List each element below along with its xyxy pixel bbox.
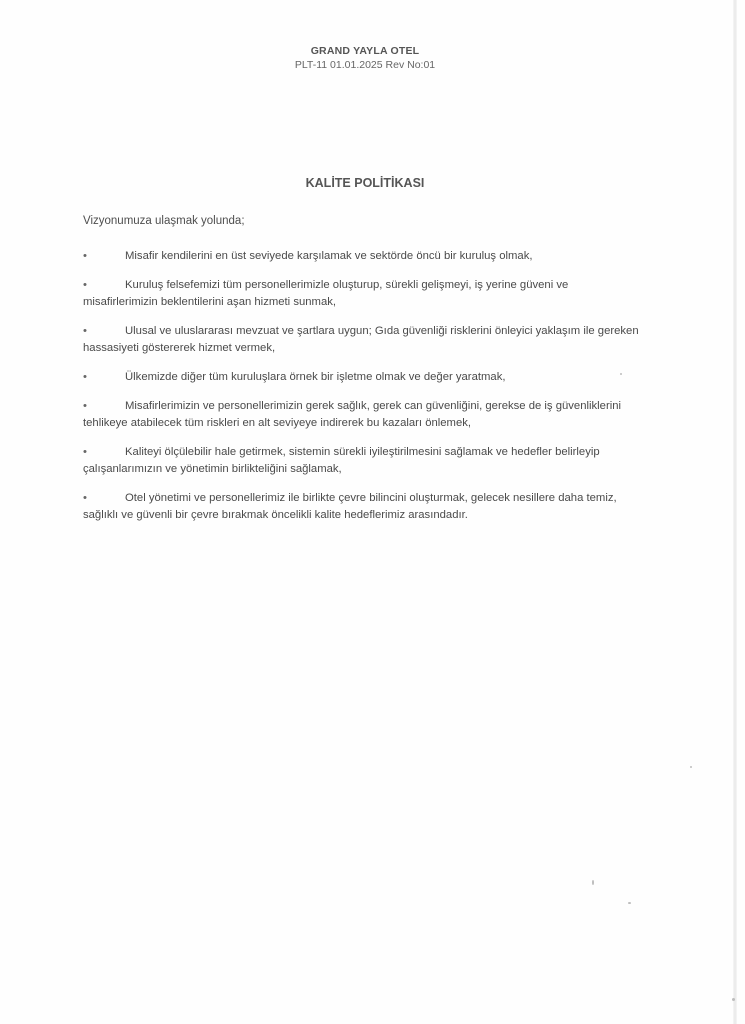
policy-item — [83, 490, 643, 524]
bullet-icon: • — [83, 279, 87, 291]
bullet-icon: • — [83, 446, 87, 458]
scan-speck — [732, 998, 735, 1001]
policy-item-text: Ülkemizde diğer tüm kuruluşlara örnek bir işletme olmak ve değer yaratmak, — [125, 371, 506, 383]
document-title: KALİTE POLİTİKASI — [305, 176, 425, 190]
bullet-icon: • — [83, 400, 87, 412]
intro-text: Vizyonumuza ulaşmak yolunda; — [83, 215, 245, 227]
bullet-icon: • — [83, 371, 87, 383]
scan-edge-shadow — [733, 0, 737, 1024]
policy-item-text: Kuruluş felsefemizi tüm personellerimizle oluşturup, sürekli gelişmeyi, iş yerine güveni ve misafirlerimizin beklentilerini aşan hizmeti sunmak, — [83, 279, 569, 308]
policy-list — [83, 248, 643, 536]
scan-speck — [620, 373, 622, 375]
scan-speck — [628, 902, 631, 904]
policy-item-text: Kaliteyi ölçülebilir hale getirmek, sistemin sürekli iyileştirilmesini sağlamak ve hedefler belirleyip çalışanlarımızın ve yönetimin birlikteliğini sağlamak, — [83, 446, 600, 475]
policy-item-text: Misafir kendilerini en üst seviyede karşılamak ve sektörde öncü bir kuruluş olmak, — [125, 250, 533, 262]
policy-item — [83, 277, 643, 311]
document-header — [0, 44, 730, 73]
company-name: GRAND YAYLA OTEL — [310, 45, 420, 57]
policy-item — [83, 369, 643, 386]
document-reference: PLT-11 01.01.2025 Rev No:01 — [294, 59, 436, 71]
bullet-icon: • — [83, 325, 87, 337]
bullet-icon: • — [83, 492, 87, 504]
bullet-icon: • — [83, 250, 87, 262]
policy-item — [83, 444, 643, 478]
policy-item-text: Misafirlerimizin ve personellerimizin gerek sağlık, gerek can güvenliğini, gerekse de iş güvenliklerini tehlikeye atabilecek tüm riskleri en alt seviyeye indirerek bu kazaları önlemek, — [83, 400, 622, 429]
scan-speck — [690, 766, 692, 768]
policy-item-text: Ulusal ve uluslararası mevzuat ve şartlara uygun; Gıda güvenliği risklerini önleyici yaklaşım ile gereken hassasiyeti göstererek hizmet vermek, — [83, 325, 639, 354]
policy-item — [83, 248, 643, 265]
policy-item — [83, 398, 643, 432]
scan-speck — [592, 880, 594, 885]
policy-item-text: Otel yönetimi ve personellerimiz ile birlikte çevre bilincini oluşturmak, gelecek nesillere daha temiz, sağlıklı ve güvenli bir çevre bırakmak öncelikli kalite hedeflerimiz arasındadır. — [83, 492, 617, 521]
policy-item — [83, 323, 643, 357]
